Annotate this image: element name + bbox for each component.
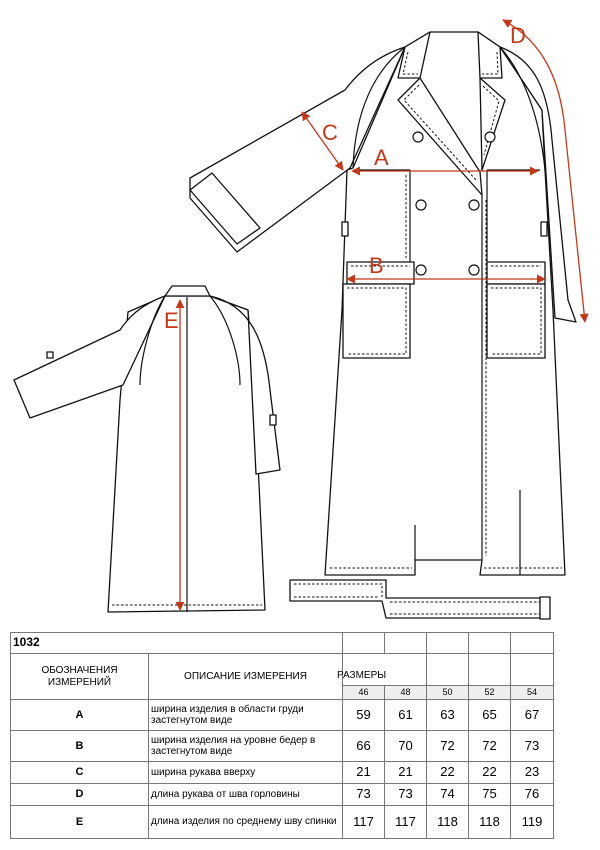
- row-value: 23: [511, 762, 554, 784]
- row-value: 72: [469, 731, 511, 762]
- measure-e-label: E: [164, 308, 179, 333]
- column-sizes-header: РАЗМЕРЫ: [337, 670, 387, 681]
- row-value: 76: [511, 784, 554, 806]
- model-code: 1032: [11, 633, 149, 654]
- belt: [290, 580, 550, 619]
- row-value: 74: [427, 784, 469, 806]
- table-row: [11, 806, 554, 839]
- row-value: 118: [427, 806, 469, 839]
- row-desc: ширина рукава вверху: [149, 762, 343, 784]
- back-collar: [165, 286, 210, 296]
- row-value: 75: [469, 784, 511, 806]
- measure-c-label: C: [322, 120, 338, 145]
- row-value: 73: [511, 731, 554, 762]
- row-value: 65: [469, 700, 511, 731]
- row-value: 118: [469, 806, 511, 839]
- row-code: E: [11, 806, 149, 839]
- size-54: 54: [511, 686, 554, 700]
- row-value: 22: [469, 762, 511, 784]
- column-code-header: ОБОЗНАЧЕНИЯ ИЗМЕРЕНИЙ: [11, 654, 149, 700]
- row-value: 67: [511, 700, 554, 731]
- row-value: 21: [343, 762, 385, 784]
- row-code: C: [11, 762, 149, 784]
- size-46: 46: [343, 686, 385, 700]
- table-row: [11, 762, 554, 784]
- back-view: [14, 286, 280, 612]
- row-value: 72: [427, 731, 469, 762]
- size-48: 48: [385, 686, 427, 700]
- table-row: [11, 784, 554, 806]
- size-table: [10, 632, 554, 839]
- measure-a-label: A: [374, 145, 389, 170]
- row-code: D: [11, 784, 149, 806]
- row-value: 59: [343, 700, 385, 731]
- row-desc: ширина изделия в области груди застегнутом виде: [149, 700, 343, 731]
- row-value: 61: [385, 700, 427, 731]
- column-desc-header: ОПИСАНИЕ ИЗМЕРЕНИЯ: [149, 654, 343, 700]
- row-desc: длина изделия по среднему шву спинки: [149, 806, 343, 839]
- measure-b-label: B: [369, 253, 384, 278]
- table-row: [11, 731, 554, 762]
- row-value: 21: [385, 762, 427, 784]
- row-code: A: [11, 700, 149, 731]
- row-value: 70: [385, 731, 427, 762]
- row-desc: ширина изделия на уровне бедер в застегнутом виде: [149, 731, 343, 762]
- table-row: [11, 700, 554, 731]
- row-value: 22: [427, 762, 469, 784]
- row-desc: длина рукава от шва горловины: [149, 784, 343, 806]
- row-value: 117: [343, 806, 385, 839]
- row-value: 119: [511, 806, 554, 839]
- row-value: 73: [385, 784, 427, 806]
- row-value: 66: [343, 731, 385, 762]
- size-50: 50: [427, 686, 469, 700]
- row-code: B: [11, 731, 149, 762]
- size-52: 52: [469, 686, 511, 700]
- measure-d-label: D: [510, 23, 526, 48]
- row-value: 73: [343, 784, 385, 806]
- row-value: 117: [385, 806, 427, 839]
- row-value: 63: [427, 700, 469, 731]
